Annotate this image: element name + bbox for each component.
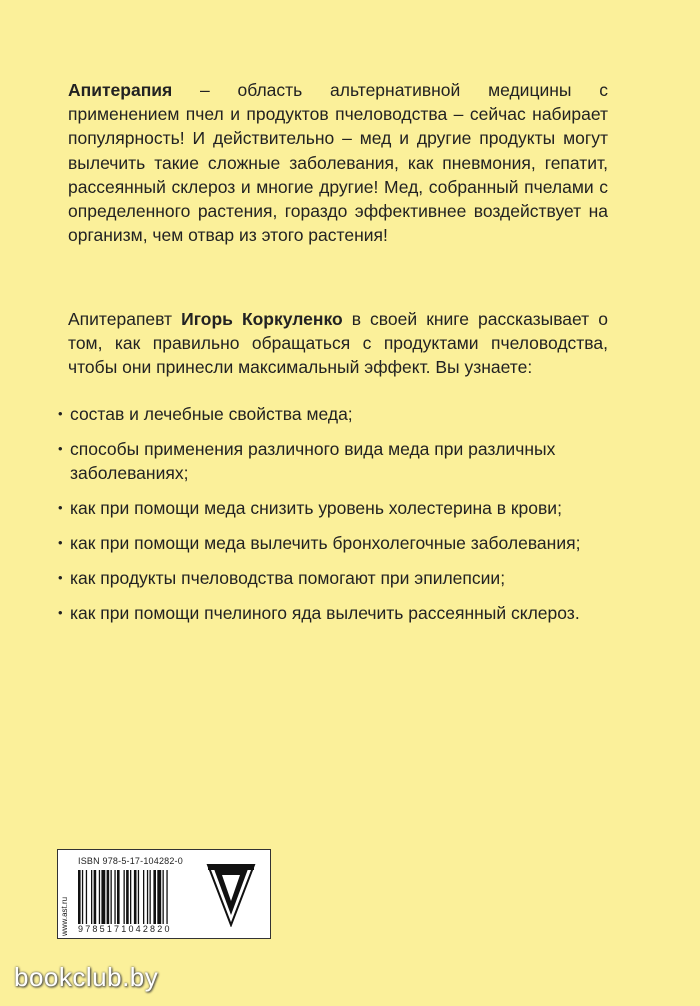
barcode-bar bbox=[163, 870, 164, 924]
barcode-bar bbox=[143, 870, 144, 924]
intro-term: Апитерапия bbox=[68, 80, 173, 100]
list-item: • как при помощи меда снизить уровень холестерина в крови; bbox=[58, 496, 618, 520]
barcode-bar bbox=[138, 870, 139, 924]
barcode-bar bbox=[78, 870, 81, 924]
list-item: • способы применения различного вида меда при различных заболеваниях; bbox=[58, 437, 618, 485]
barcode-bar bbox=[99, 870, 100, 924]
author-name: Игорь Коркуленко bbox=[181, 309, 343, 329]
publisher-logo-icon bbox=[206, 863, 256, 927]
barcode-box bbox=[57, 849, 271, 939]
barcode-digits: 9785171042820 bbox=[78, 924, 172, 934]
barcode-bar bbox=[166, 870, 167, 924]
watermark-footer: bookclub.by bbox=[14, 962, 159, 992]
barcode-bar bbox=[150, 870, 151, 924]
benefits-list bbox=[58, 402, 618, 636]
barcode-bar bbox=[107, 870, 110, 924]
author-paragraph bbox=[68, 307, 608, 380]
list-item: • состав и лечебные свойства меда; bbox=[58, 402, 618, 426]
barcode-bar bbox=[157, 870, 161, 924]
barcode-bar bbox=[124, 870, 125, 924]
barcode-bar bbox=[101, 870, 105, 924]
barcode-bar bbox=[94, 870, 97, 924]
intro-paragraph bbox=[68, 78, 608, 247]
barcode-bar bbox=[130, 870, 131, 924]
barcode-bar bbox=[111, 870, 112, 924]
barcode-bar bbox=[153, 870, 156, 924]
barcode-bar bbox=[82, 870, 83, 924]
barcode-bar bbox=[147, 870, 148, 924]
barcode-bar bbox=[134, 870, 137, 924]
barcode-bar bbox=[91, 870, 92, 924]
barcode-bar bbox=[126, 870, 129, 924]
publisher-url: www.ast.ru bbox=[60, 896, 69, 936]
list-item: • как продукты пчеловодства помогают при эпилепсии; bbox=[58, 566, 618, 590]
barcode-bars-graphic bbox=[78, 870, 198, 924]
barcode-bar bbox=[86, 870, 87, 924]
barcode-bar bbox=[114, 870, 115, 924]
author-prefix: Апитерапевт bbox=[68, 309, 182, 329]
list-item: • как при помощи меда вылечить бронхолегочные заболевания; bbox=[58, 531, 618, 555]
isbn-label: ISBN 978-5-17-104282-0 bbox=[78, 856, 183, 866]
intro-text: – область альтернативной медицины с применением пчел и продуктов пчеловодства – сейчас набирает популярность! И действительно – мед и другие продукты могут вылечить такие сложные заболевания, как пневмония, гепатит, рассеянный склероз и многие другие! Мед, собранный пчелами с определенного растения, гораздо эффективнее воздействует на организм, чем отвар из этого растения! bbox=[68, 80, 608, 246]
list-item: • как при помощи пчелиного яда вылечить рассеянный склероз. bbox=[58, 601, 618, 625]
barcode-bar bbox=[117, 870, 120, 924]
author-text: в своей книге рассказывает о том, как правильно обращаться с продуктами пчеловодства, чтобы они принесли максимальный эффект. Вы узнаете: bbox=[68, 309, 608, 378]
